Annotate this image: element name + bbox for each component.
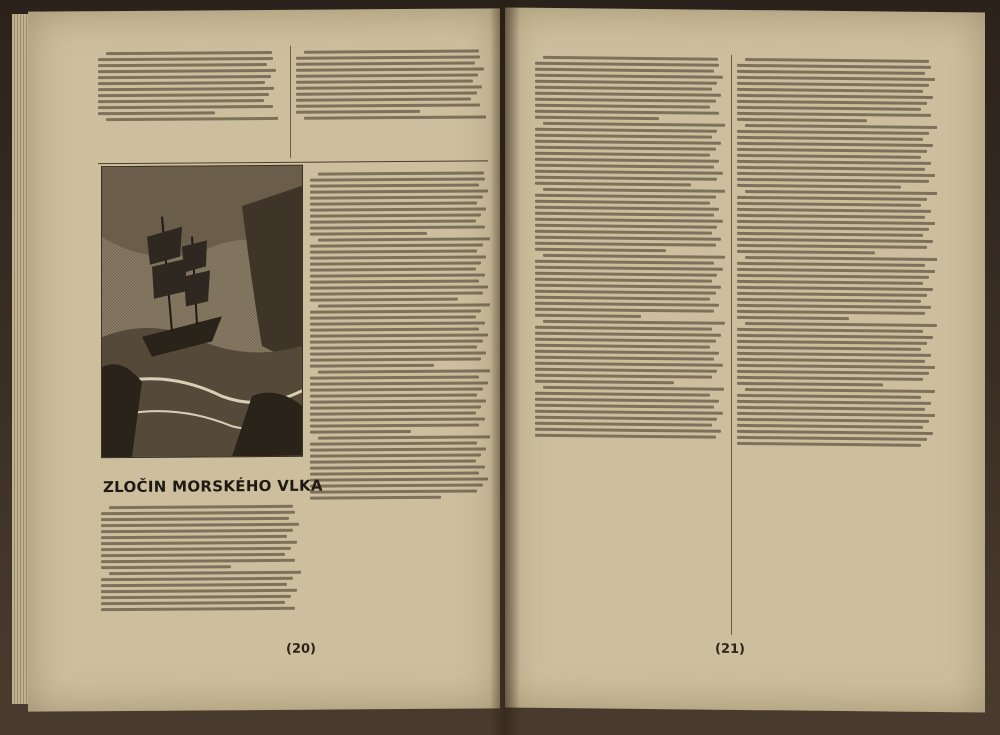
text-line (535, 200, 710, 205)
text-line (737, 400, 931, 405)
text-line (535, 134, 712, 139)
text-line (737, 376, 923, 381)
text-line (310, 364, 434, 368)
book-gutter (490, 0, 520, 735)
text-line (310, 442, 477, 446)
text-line (737, 352, 931, 357)
text-line (543, 188, 725, 193)
text-line (310, 285, 488, 289)
text-line (535, 80, 717, 85)
text-line (535, 302, 719, 307)
text-line (101, 583, 287, 587)
text-line (310, 387, 483, 391)
left-right-column (310, 168, 490, 669)
text-line (745, 388, 935, 393)
text-line (318, 435, 490, 439)
text-line (737, 226, 929, 231)
text-line (535, 284, 721, 289)
text-line (101, 601, 285, 605)
text-line (535, 224, 717, 229)
text-line (101, 523, 299, 527)
right-column-2 (737, 55, 937, 647)
text-line (535, 368, 717, 373)
text-line (101, 565, 231, 569)
text-line (310, 327, 479, 331)
text-line (737, 298, 921, 303)
text-line (737, 250, 875, 254)
text-line (535, 278, 712, 283)
text-line (737, 310, 925, 315)
text-line (535, 98, 716, 103)
text-line (535, 362, 723, 367)
text-line (737, 406, 925, 411)
left-page (28, 8, 500, 711)
text-line (535, 140, 721, 145)
text-line (106, 51, 272, 55)
text-line (310, 394, 477, 398)
text-line (98, 57, 273, 61)
text-line (310, 430, 411, 434)
text-line (296, 85, 482, 89)
text-line (737, 88, 923, 93)
text-line (310, 202, 477, 206)
text-line (535, 428, 721, 433)
page-number-right: (21) (715, 641, 745, 657)
text-line (737, 100, 927, 105)
text-line (535, 290, 716, 295)
text-line (737, 94, 933, 99)
text-line (535, 218, 723, 223)
text-line (737, 370, 929, 375)
text-line (745, 190, 937, 195)
text-line (535, 236, 721, 241)
right-page (505, 7, 985, 712)
text-line (310, 268, 476, 272)
text-line (737, 238, 933, 243)
text-line (745, 58, 929, 63)
text-line (535, 332, 721, 337)
text-line (737, 148, 927, 153)
text-line (535, 380, 674, 384)
text-line (98, 99, 264, 103)
text-line (304, 50, 479, 54)
text-line (535, 104, 710, 109)
text-line (310, 250, 477, 254)
text-line (535, 344, 710, 349)
text-line (737, 340, 927, 345)
text-line (310, 357, 481, 361)
text-line (310, 453, 481, 457)
text-line (535, 434, 716, 439)
text-line (310, 183, 479, 187)
text-line (296, 98, 471, 102)
text-line (304, 115, 486, 119)
text-line (310, 177, 485, 181)
text-line (535, 416, 717, 421)
text-line (101, 577, 293, 581)
text-line (737, 142, 933, 147)
text-line (535, 152, 710, 157)
text-line (310, 399, 486, 403)
text-line (543, 122, 725, 127)
text-line (737, 112, 931, 117)
text-line (737, 82, 929, 87)
text-line (535, 242, 716, 247)
text-line (535, 164, 714, 169)
ship-illustration (101, 165, 303, 458)
text-line (310, 273, 485, 277)
text-line (535, 128, 717, 133)
text-line (737, 118, 867, 122)
text-line (310, 477, 488, 481)
text-line (310, 496, 441, 500)
text-line (98, 111, 215, 115)
text-line (535, 398, 719, 403)
text-line (310, 471, 479, 475)
text-line (109, 571, 301, 575)
text-line (535, 212, 714, 217)
text-line (535, 176, 717, 181)
text-line (737, 430, 933, 435)
text-line (737, 202, 921, 207)
text-line (310, 255, 486, 259)
text-line (310, 375, 479, 379)
text-line (310, 261, 481, 265)
text-line (745, 256, 937, 261)
text-line (737, 76, 935, 81)
text-line (737, 184, 901, 189)
text-line (535, 260, 714, 265)
text-line (737, 154, 921, 159)
right-column-1 (535, 53, 725, 635)
section-rule (98, 160, 488, 164)
text-line (310, 339, 483, 343)
text-line (535, 374, 712, 379)
text-line (535, 146, 716, 151)
text-line (310, 447, 486, 451)
text-line (543, 56, 718, 61)
text-line (737, 136, 923, 141)
text-line (310, 417, 485, 421)
text-line (535, 296, 710, 301)
text-line (737, 358, 925, 363)
text-line (737, 64, 931, 69)
text-line (310, 220, 476, 224)
text-line (106, 117, 278, 121)
text-line (296, 80, 473, 84)
text-line (318, 171, 484, 175)
text-line (535, 350, 719, 355)
text-line (737, 130, 929, 135)
text-line (310, 189, 488, 193)
text-line (535, 410, 723, 415)
text-line (310, 291, 483, 295)
text-line (535, 170, 723, 175)
text-line (98, 75, 271, 79)
text-line (535, 404, 714, 409)
text-line (737, 268, 935, 273)
text-line (737, 280, 923, 285)
text-line (296, 110, 420, 114)
text-line (98, 81, 265, 85)
page-number-left: (20) (286, 641, 316, 657)
text-line (535, 392, 710, 397)
text-line (737, 412, 935, 417)
text-line (318, 369, 490, 373)
text-line (737, 172, 935, 177)
text-line (101, 607, 295, 611)
text-line (101, 541, 297, 545)
text-line (535, 272, 717, 277)
text-line (737, 334, 933, 339)
text-line (535, 86, 712, 91)
text-line (98, 69, 276, 73)
left-top-column-2 (296, 46, 486, 157)
text-line (98, 87, 274, 91)
text-line (737, 244, 927, 249)
text-line (737, 292, 927, 297)
text-line (745, 322, 937, 327)
text-line (535, 62, 719, 67)
text-line (737, 106, 921, 111)
text-line (310, 346, 477, 350)
text-line (310, 243, 483, 247)
article-title: ZLOČIN MORSKÉHO VLKA (103, 476, 323, 497)
text-line (98, 105, 273, 109)
text-line (310, 333, 488, 337)
text-line (296, 67, 484, 71)
text-line (737, 418, 929, 423)
text-line (543, 320, 725, 325)
text-line (310, 465, 485, 469)
text-line (101, 547, 291, 551)
text-line (737, 160, 931, 165)
text-line (310, 490, 477, 494)
text-line (535, 182, 691, 187)
text-line (310, 381, 488, 385)
text-line (310, 321, 485, 325)
ship-in-storm-icon (102, 166, 302, 457)
text-line (737, 424, 923, 429)
text-line (737, 220, 935, 225)
text-line (109, 505, 293, 509)
text-line (535, 68, 714, 73)
text-line (737, 394, 921, 399)
text-line (535, 356, 714, 361)
text-line (737, 364, 935, 369)
text-line (310, 316, 476, 320)
text-line (745, 124, 937, 129)
left-top-column-1 (98, 48, 278, 159)
text-line (535, 194, 716, 199)
text-line (535, 266, 723, 271)
text-line (296, 103, 480, 107)
text-line (535, 248, 666, 252)
text-line (535, 74, 723, 79)
text-line (101, 511, 295, 515)
text-line (535, 206, 719, 211)
text-line (310, 412, 476, 416)
column-divider (290, 46, 291, 158)
text-line (101, 589, 297, 593)
text-line (737, 328, 923, 333)
text-line (737, 436, 927, 441)
left-bottom-column (101, 502, 301, 673)
text-line (737, 214, 925, 219)
text-line (543, 386, 724, 391)
text-line (737, 286, 933, 291)
text-line (101, 517, 289, 521)
text-line (310, 483, 483, 487)
text-line (310, 195, 483, 199)
text-line (737, 316, 849, 320)
text-line (101, 553, 285, 557)
text-line (296, 92, 477, 96)
text-line (535, 422, 712, 427)
text-line (101, 529, 293, 533)
text-line (737, 442, 921, 447)
text-line (535, 158, 719, 163)
text-line (737, 346, 921, 351)
text-line (737, 166, 925, 171)
text-line (535, 92, 721, 97)
text-line (737, 208, 931, 213)
text-line (310, 298, 458, 302)
text-line (310, 213, 481, 217)
text-line (535, 230, 712, 235)
text-line (310, 351, 486, 355)
text-line (737, 232, 923, 237)
text-line (737, 196, 927, 201)
text-line (737, 274, 929, 279)
text-line (310, 405, 481, 409)
text-line (98, 93, 269, 97)
text-line (101, 559, 295, 563)
text-line (310, 460, 476, 464)
column-divider (731, 55, 732, 635)
text-line (535, 338, 716, 343)
text-line (310, 232, 427, 236)
text-line (535, 308, 714, 313)
text-line (535, 326, 712, 331)
text-line (98, 63, 267, 67)
text-line (737, 382, 883, 387)
text-line (535, 110, 719, 115)
text-line (318, 237, 490, 241)
text-line (310, 309, 481, 313)
text-line (310, 279, 479, 283)
text-line (296, 62, 475, 66)
text-line (101, 535, 287, 539)
text-line (296, 74, 478, 78)
text-line (310, 423, 479, 427)
text-line (737, 178, 929, 183)
text-line (296, 55, 480, 59)
text-line (318, 303, 490, 307)
text-line (737, 262, 925, 267)
text-line (543, 254, 725, 259)
text-line (535, 314, 641, 318)
text-line (101, 595, 291, 599)
text-line (535, 116, 659, 120)
text-line (737, 304, 931, 309)
text-line (737, 70, 925, 75)
text-line (310, 207, 486, 211)
text-line (310, 225, 485, 229)
